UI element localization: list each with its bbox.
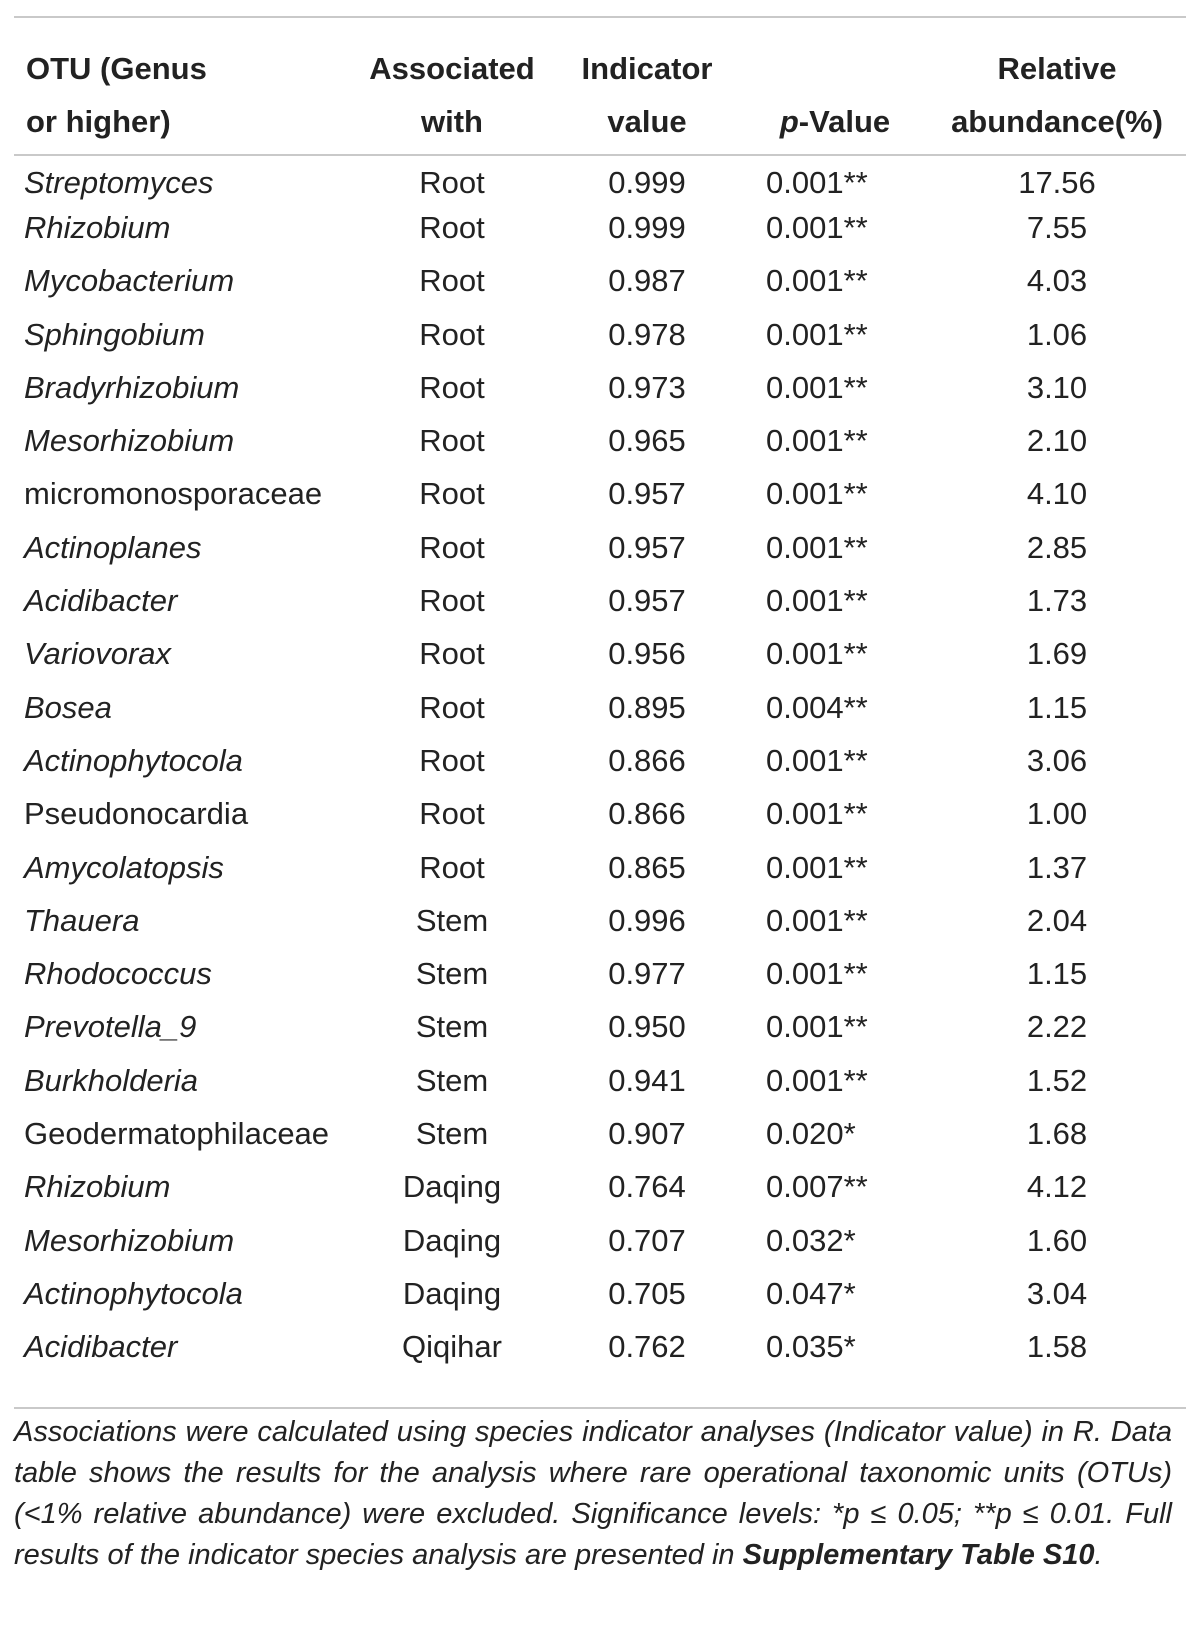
p-value-cell: 0.007** [766, 1169, 868, 1205]
otu-cell: Rhizobium [24, 209, 171, 245]
associated-with-cell: Root [419, 263, 485, 299]
supplementary-table-reference: Supplementary Table S10 [742, 1539, 1095, 1571]
otu-cell: Prevotella_9 [24, 1009, 197, 1045]
table-row [14, 468, 1186, 521]
otu-cell: Mesorhizobium [24, 1222, 235, 1258]
associated-with-cell: Stem [415, 1115, 489, 1151]
associated-with-cell: Root [419, 849, 485, 885]
p-value-cell: 0.047* [766, 1275, 856, 1311]
p-value-cell: 0.001** [766, 902, 868, 938]
p-value-cell: 0.001** [766, 423, 868, 459]
indicator-value-cell: 0.941 [608, 1062, 686, 1098]
relative-abundance-cell: 1.68 [1026, 1115, 1088, 1151]
otu-cell: Rhodococcus [24, 956, 212, 992]
p-value-cell: 0.001** [766, 796, 868, 832]
associated-with-cell: Root [419, 164, 485, 200]
indicator-value-cell: 0.957 [608, 476, 686, 512]
indicator-value-cell: 0.866 [608, 796, 686, 832]
relative-abundance-cell: 4.12 [1026, 1169, 1088, 1205]
footnote-end: . [1094, 1539, 1103, 1571]
indicator-value-cell: 0.764 [608, 1169, 686, 1205]
relative-abundance-cell: 17.56 [1018, 164, 1096, 200]
relative-abundance-cell: 1.52 [1026, 1062, 1088, 1098]
table-row [14, 841, 1186, 894]
otu-cell: Bosea [24, 689, 112, 725]
p-value-cell: 0.001** [766, 849, 868, 885]
table-row [14, 1321, 1186, 1374]
otu-cell: Thauera [24, 902, 140, 938]
p-value-cell: 0.001** [766, 476, 868, 512]
relative-abundance-cell: 3.04 [1026, 1275, 1088, 1311]
table-footnote [14, 1412, 1172, 1576]
relative-abundance-cell: 2.04 [1026, 902, 1088, 938]
table-row [14, 308, 1186, 361]
otu-cell: micromonosporaceae [24, 476, 323, 512]
indicator-value-cell: 0.705 [608, 1275, 686, 1311]
table-row [14, 1054, 1186, 1107]
indicator-value-cell: 0.907 [608, 1115, 686, 1151]
p-value-cell: 0.001** [766, 742, 868, 778]
associated-with-cell: Stem [415, 956, 489, 992]
indicator-value-cell: 0.895 [608, 689, 686, 725]
table-row [14, 1107, 1186, 1160]
relative-abundance-cell: 1.06 [1026, 316, 1088, 352]
header-indicator-value: Indicator value [581, 51, 713, 139]
table-row [14, 521, 1186, 574]
otu-cell: Mesorhizobium [24, 423, 235, 459]
relative-abundance-cell: 1.15 [1026, 956, 1088, 992]
indicator-species-table [14, 20, 1186, 1374]
p-value-cell: 0.001** [766, 369, 868, 405]
associated-with-cell: Daqing [402, 1169, 502, 1205]
relative-abundance-cell: 1.58 [1026, 1329, 1088, 1365]
indicator-value-cell: 0.973 [608, 369, 686, 405]
associated-with-cell: Daqing [402, 1275, 502, 1311]
relative-abundance-cell: 1.73 [1026, 583, 1088, 619]
indicator-value-cell: 0.957 [608, 529, 686, 565]
table-row [14, 148, 1186, 201]
table-row [14, 361, 1186, 414]
relative-abundance-cell: 1.37 [1026, 849, 1088, 885]
p-value-cell: 0.001** [766, 956, 868, 992]
associated-with-cell: Root [419, 796, 485, 832]
p-value-cell: 0.001** [766, 164, 868, 200]
otu-cell: Pseudonocardia [24, 796, 249, 832]
otu-cell: Geodermatophilaceae [24, 1115, 330, 1151]
p-value-cell: 0.001** [766, 209, 868, 245]
relative-abundance-cell: 2.85 [1026, 529, 1088, 565]
table-top-rule [14, 16, 1186, 18]
otu-cell: Bradyrhizobium [24, 369, 240, 405]
header-associated-with: Associated with [369, 51, 535, 139]
table-row [14, 1161, 1186, 1214]
p-value-cell: 0.001** [766, 583, 868, 619]
otu-cell: Sphingobium [24, 316, 205, 352]
indicator-value-cell: 0.987 [608, 263, 686, 299]
associated-with-cell: Stem [415, 1062, 489, 1098]
associated-with-cell: Root [419, 636, 485, 672]
associated-with-cell: Root [419, 476, 485, 512]
table-row [14, 255, 1186, 308]
relative-abundance-cell: 2.10 [1026, 423, 1088, 459]
relative-abundance-cell: 1.60 [1026, 1222, 1088, 1258]
indicator-value-cell: 0.865 [608, 849, 686, 885]
associated-with-cell: Root [419, 316, 485, 352]
otu-cell: Burkholderia [24, 1062, 199, 1098]
indicator-value-cell: 0.999 [608, 164, 686, 200]
indicator-value-cell: 0.956 [608, 636, 686, 672]
table-row [14, 681, 1186, 734]
associated-with-cell: Daqing [402, 1222, 502, 1258]
indicator-value-cell: 0.762 [608, 1329, 686, 1365]
table-row [14, 947, 1186, 1000]
otu-cell: Actinophytocola [24, 742, 243, 778]
otu-cell: Actinophytocola [24, 1275, 243, 1311]
table-row [14, 1001, 1186, 1054]
otu-cell: Mycobacterium [24, 263, 235, 299]
table-bottom-rule [14, 1407, 1186, 1409]
relative-abundance-cell: 7.55 [1026, 209, 1088, 245]
relative-abundance-cell: 1.69 [1026, 636, 1088, 672]
associated-with-cell: Root [419, 529, 485, 565]
otu-cell: Actinoplanes [24, 529, 202, 565]
indicator-value-cell: 0.950 [608, 1009, 686, 1045]
table-header-row [14, 20, 1186, 148]
associated-with-cell: Qiqihar [402, 1329, 502, 1365]
table-row [14, 788, 1186, 841]
p-value-cell: 0.032* [766, 1222, 856, 1258]
relative-abundance-cell: 4.03 [1026, 263, 1088, 299]
otu-cell: Streptomyces [24, 164, 214, 200]
indicator-value-cell: 0.965 [608, 423, 686, 459]
table-row [14, 414, 1186, 467]
relative-abundance-cell: 2.22 [1026, 1009, 1088, 1045]
table-row [14, 628, 1186, 681]
associated-with-cell: Stem [415, 1009, 489, 1045]
table-row [14, 201, 1186, 254]
p-value-cell: 0.035* [766, 1329, 856, 1365]
p-value-cell: 0.001** [766, 1062, 868, 1098]
otu-cell: Acidibacter [24, 583, 178, 619]
relative-abundance-cell: 3.06 [1026, 742, 1088, 778]
table-row [14, 894, 1186, 947]
header-otu: OTU (Genus or higher) [26, 51, 207, 139]
otu-cell: Rhizobium [24, 1169, 171, 1205]
otu-cell: Acidibacter [24, 1329, 178, 1365]
p-value-cell: 0.001** [766, 316, 868, 352]
otu-cell: Amycolatopsis [24, 849, 224, 885]
indicator-value-cell: 0.999 [608, 209, 686, 245]
table-row [14, 1214, 1186, 1267]
indicator-value-cell: 0.978 [608, 316, 686, 352]
p-value-cell: 0.001** [766, 636, 868, 672]
associated-with-cell: Root [419, 742, 485, 778]
associated-with-cell: Root [419, 209, 485, 245]
indicator-value-cell: 0.866 [608, 742, 686, 778]
table-row [14, 574, 1186, 627]
associated-with-cell: Root [419, 369, 485, 405]
indicator-value-cell: 0.957 [608, 583, 686, 619]
header-relative-abundance: Relative abundance(%) [951, 51, 1163, 139]
p-value-cell: 0.001** [766, 263, 868, 299]
otu-cell: Variovorax [24, 636, 172, 672]
associated-with-cell: Root [419, 689, 485, 725]
indicator-value-cell: 0.707 [608, 1222, 686, 1258]
indicator-value-cell: 0.996 [608, 902, 686, 938]
p-value-cell: 0.001** [766, 1009, 868, 1045]
associated-with-cell: Stem [415, 902, 489, 938]
relative-abundance-cell: 4.10 [1026, 476, 1088, 512]
relative-abundance-cell: 3.10 [1026, 369, 1088, 405]
footnote-text: Associations were calculated using species indicator analyses (Indicator value) in R. Data table shows the results for the analysis where rare operational taxonomic units (OTUs) (<1% relative abundance) were excluded. Significance levels: *p ≤ 0.05; **p ≤ 0.01. Full results of the indicator species analysis are presented in [14, 1416, 1172, 1571]
p-value-cell: 0.001** [766, 529, 868, 565]
associated-with-cell: Root [419, 583, 485, 619]
p-value-cell: 0.020* [766, 1115, 856, 1151]
relative-abundance-cell: 1.00 [1026, 796, 1088, 832]
table-body [14, 148, 1186, 1374]
header-p-value: p-Value [779, 104, 891, 139]
table-row [14, 1267, 1186, 1320]
associated-with-cell: Root [419, 423, 485, 459]
indicator-value-cell: 0.977 [608, 956, 686, 992]
relative-abundance-cell: 1.15 [1026, 689, 1088, 725]
table-row [14, 734, 1186, 787]
p-value-cell: 0.004** [766, 689, 868, 725]
